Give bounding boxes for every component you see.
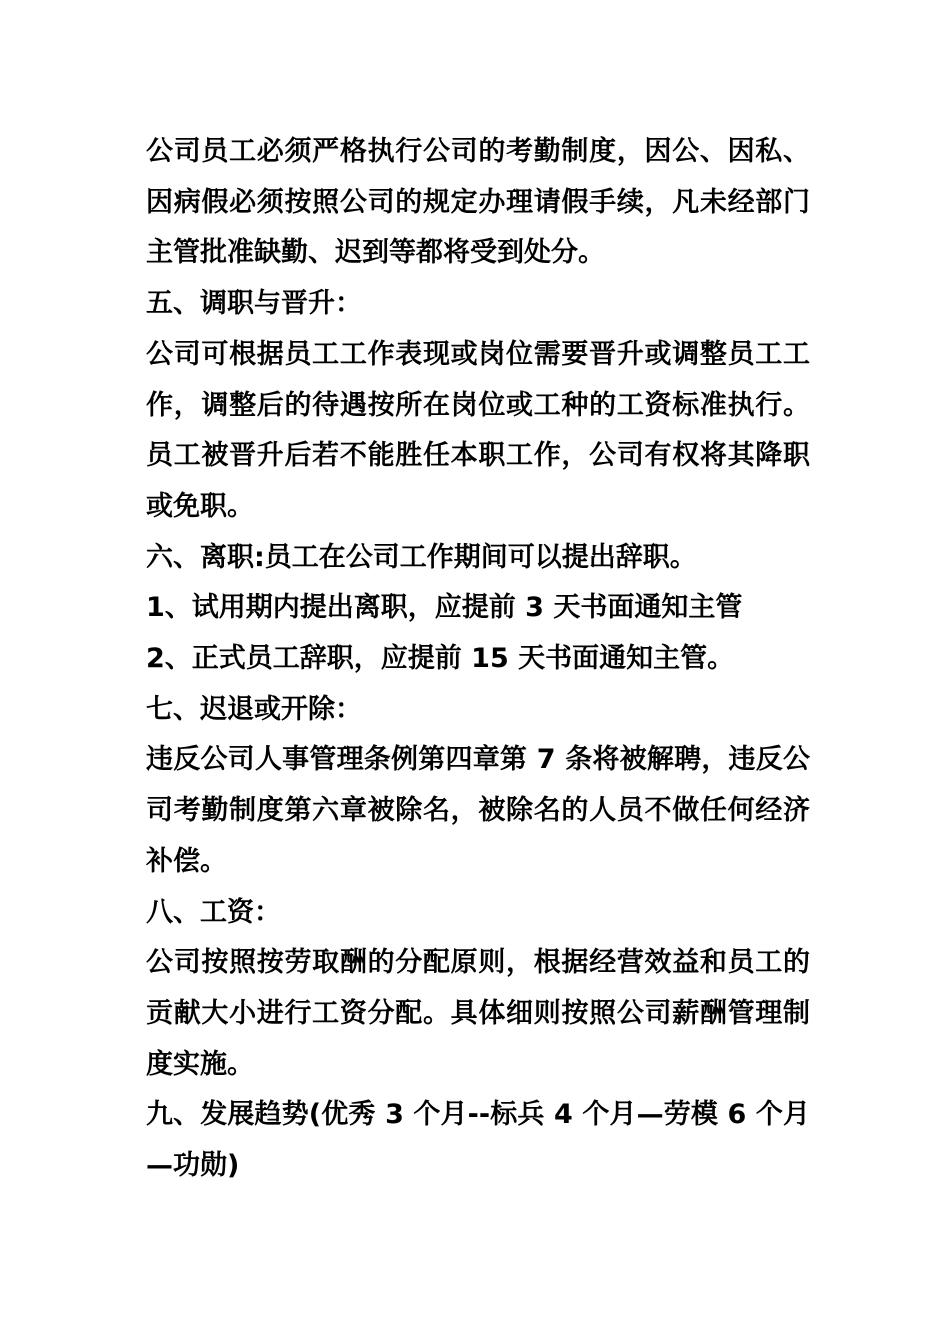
- heading-development: 九、发展趋势(优秀 3 个月--标兵 4 个月—劳模 6 个月—功勋): [146, 1099, 810, 1182]
- heading-transfer-promotion: 五、调职与晋升：: [146, 288, 362, 320]
- heading-dismissal: 七、迟退或开除：: [146, 693, 362, 725]
- list-item-probation-resignation: 1、试用期内提出离职，应提前 3 天书面通知主管: [146, 592, 743, 624]
- paragraph-transfer-promotion: 公司可根据员工工作表现或岗位需要晋升或调整员工工作，调整后的待遇按所在岗位或工种的工资标准执行。员工被晋升后若不能胜任本职工作，公司有权将其降职或免职。: [146, 338, 810, 522]
- heading-salary: 八、工资：: [146, 896, 281, 928]
- document-body: [146, 127, 810, 1192]
- paragraph-salary: 公司按照按劳取酬的分配原则，根据经营效益和员工的贡献大小进行工资分配。具体细则按照公司薪酬管理制度实施。: [146, 947, 810, 1080]
- heading-resignation: 六、离职:员工在公司工作期间可以提出辞职。: [146, 541, 697, 573]
- paragraph-dismissal: 违反公司人事管理条例第四章第 7 条将被解聘，违反公司考勤制度第六章被除名，被除名的人员不做任何经济补偿。: [146, 744, 810, 877]
- list-item-formal-resignation: 2、正式员工辞职，应提前 15 天书面通知主管。: [146, 643, 735, 675]
- paragraph-attendance: 公司员工必须严格执行公司的考勤制度，因公、因私、因病假必须按照公司的规定办理请假手续，凡未经部门主管批准缺勤、迟到等都将受到处分。: [146, 136, 810, 269]
